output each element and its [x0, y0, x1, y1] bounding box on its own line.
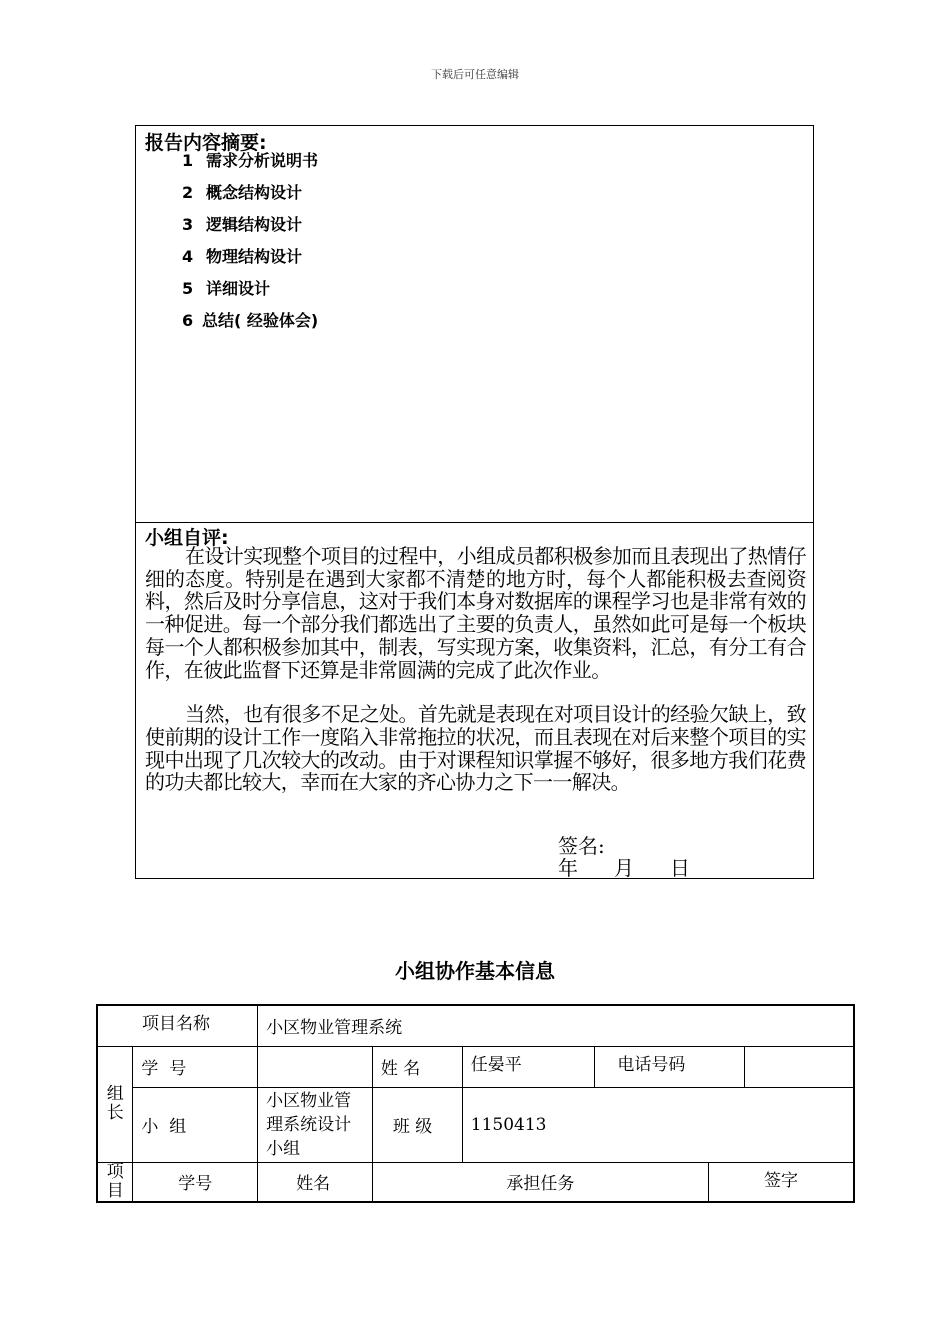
class-label: 班 级 [372, 1087, 462, 1162]
summary-item [182, 214, 318, 246]
summary-list [182, 150, 318, 342]
summary-section [136, 126, 813, 523]
self-evaluation-text [145, 545, 806, 794]
date-year-label: 年 [558, 856, 578, 880]
members-label-text: 项目 [106, 1161, 124, 1201]
summary-item-number: 5 [182, 279, 194, 298]
report-box [135, 125, 814, 879]
group-value: 小区物业管理系统设计小组 [258, 1087, 373, 1162]
self-evaluation-paragraph-1: 在设计实现整个项目的过程中，小组成员都积极参加而且表现出了热情仔细的态度。特别是在遇到大家都不清楚的地方时，每个人都能积极去查阅资料，然后及时分享信息，这对于我们本身对数据库的课程学习也是非常有效的一种促进。每一个部分我们都选出了主要的负责人，虽然如此可是每一个板块每一个人都积极参加其中，制表，写实现方案，收集资料，汇总，有分工有合作，在彼此监督下还算是非常圆满的完成了此次作业。 [145, 544, 806, 682]
date-day-label: 日 [670, 856, 690, 880]
student-id-value [258, 1046, 373, 1087]
group-info-table [96, 1004, 855, 1203]
student-id-label: 学 号 [133, 1046, 258, 1087]
summary-item-label: 逻辑结构设计 [206, 215, 303, 234]
summary-item-number: 3 [182, 215, 194, 234]
table-row [97, 1005, 854, 1046]
summary-item-number: 1 [182, 151, 194, 170]
col-student-id: 学号 [133, 1162, 258, 1202]
name-value: 任晏平 [462, 1046, 595, 1087]
self-evaluation-title: 小组自评: [145, 527, 229, 549]
header-note: 下载后可任意编辑 [431, 68, 519, 81]
summary-item-label: 概念结构设计 [206, 183, 303, 202]
phone-label: 电话号码 [595, 1046, 745, 1087]
project-name-label: 项目名称 [97, 1005, 258, 1046]
table-row [97, 1087, 854, 1162]
summary-item [182, 182, 318, 214]
summary-title: 报告内容摘要: [145, 132, 267, 154]
summary-item [182, 278, 318, 310]
section-title: 小组协作基本信息 [395, 959, 555, 983]
signature-label: 签名: [558, 834, 605, 858]
date-month-label: 月 [614, 856, 634, 880]
self-evaluation-section [136, 523, 813, 880]
class-value: 1150413 [462, 1087, 854, 1162]
signature-block [558, 835, 690, 879]
phone-value [744, 1046, 854, 1087]
table-row [97, 1046, 854, 1087]
summary-item-number: 6 [182, 311, 194, 330]
signature-date [558, 857, 690, 879]
leader-label-text: 组长 [106, 1084, 124, 1123]
summary-item-label: 需求分析说明书 [206, 151, 319, 170]
summary-item-label: 总结( 经验体会) [202, 311, 319, 330]
table-row [97, 1162, 854, 1202]
members-label [97, 1162, 133, 1202]
self-evaluation-paragraph-2: 当然，也有很多不足之处。首先就是表现在对项目设计的经验欠缺上，致使前期的设计工作一度陷入非常拖拉的状况，而且表现在对后来整个项目的实现中出现了几次较大的改动。由于对课程知识掌握不够好，很多地方我们花费的功夫都比较大，幸而在大家的齐心协力之下一一解决。 [145, 702, 806, 795]
project-name-value: 小区物业管理系统 [258, 1005, 854, 1046]
summary-item-label: 物理结构设计 [206, 247, 303, 266]
summary-item-label: 详细设计 [206, 279, 271, 298]
summary-item [182, 310, 318, 342]
group-label: 小 组 [133, 1087, 258, 1162]
name-label: 姓 名 [372, 1046, 462, 1087]
col-task: 承担任务 [372, 1162, 708, 1202]
leader-label [97, 1046, 133, 1162]
col-signature: 签字 [708, 1162, 854, 1202]
col-name: 姓名 [258, 1162, 373, 1202]
summary-item [182, 246, 318, 278]
summary-item-number: 4 [182, 247, 194, 266]
summary-item-number: 2 [182, 183, 194, 202]
summary-item [182, 150, 318, 182]
